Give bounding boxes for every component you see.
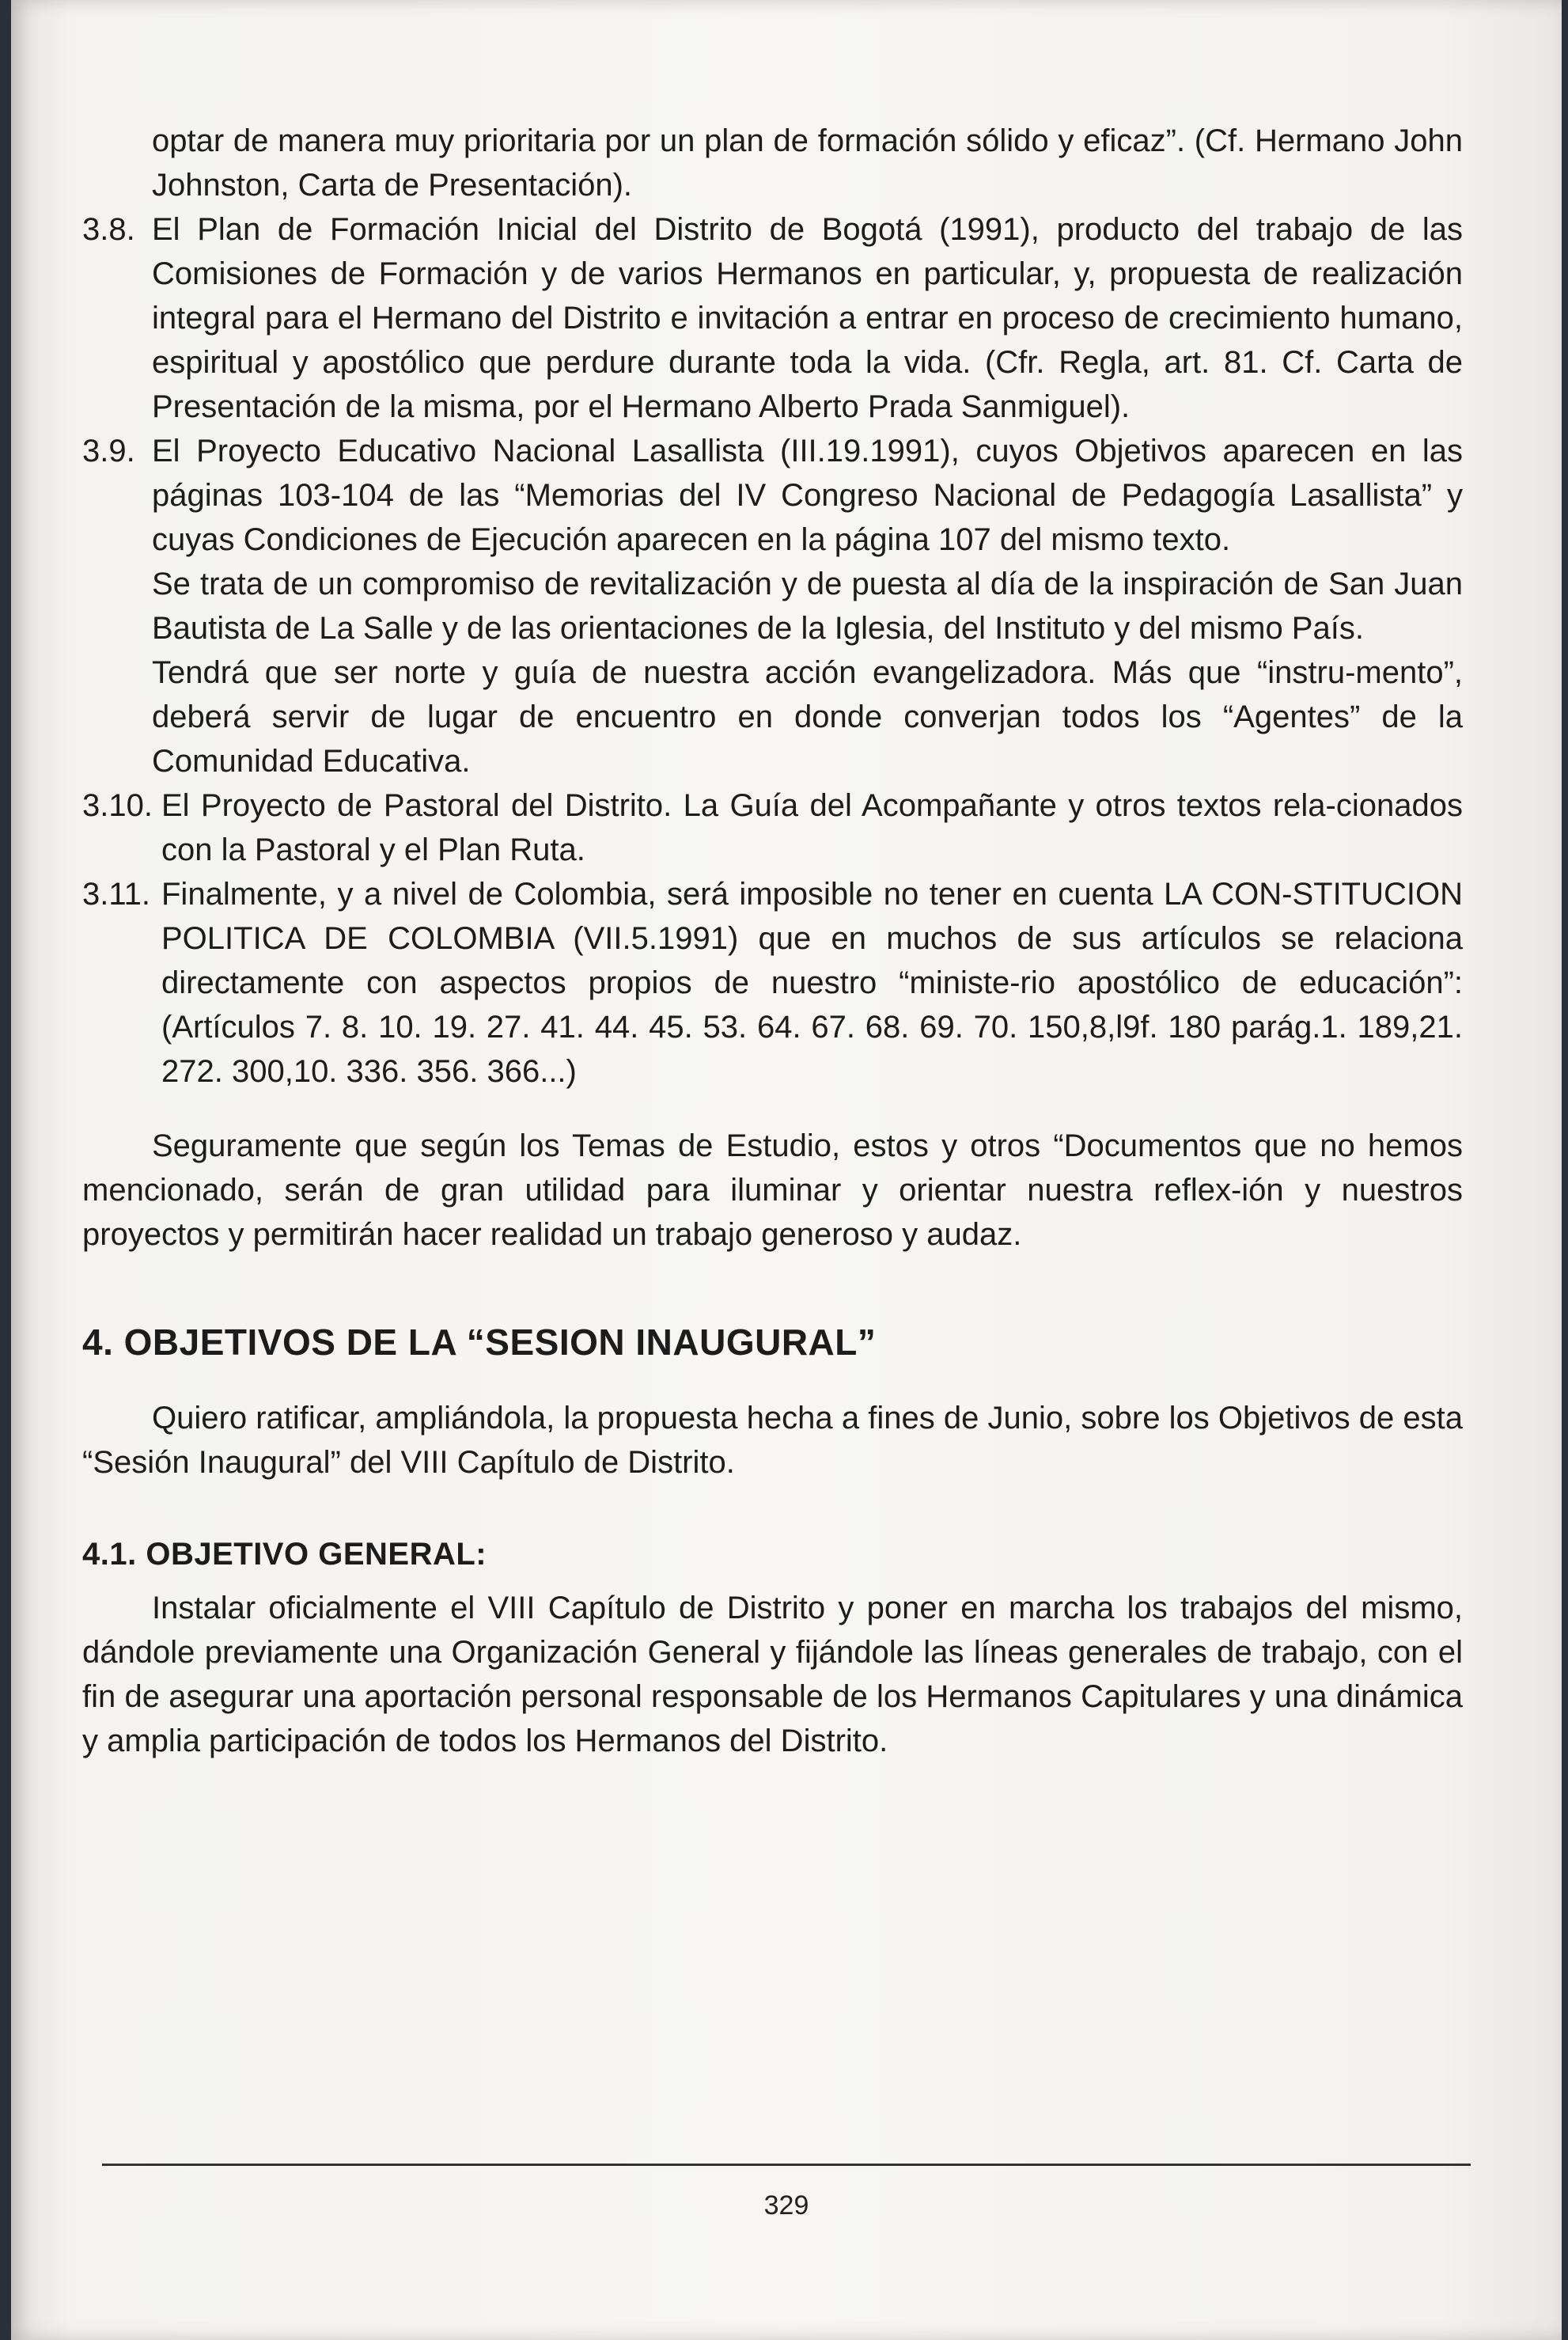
- list-item-3-11: [82, 872, 1463, 1094]
- page-content: [82, 119, 1463, 1763]
- item-3-9-paragraph: Tendrá que ser norte y guía de nuestra acción evangelizadora. Más que “instru-mento”, deberá servir de lugar de encuentro en donde converjan todos los “Agentes” de la Comunidad Educativa.: [152, 655, 1463, 779]
- item-text: El Proyecto Educativo Nacional Lasallista (III.19.1991), cuyos Objetivos aparecen en las páginas 103-104 de las “Memorias del IV Congreso Nacional de Pedagogía Lasallista” y cuyas Condiciones de Ejecución aparecen en la página 107 del mismo texto.: [152, 434, 1463, 557]
- page-number: 329: [763, 2190, 809, 2221]
- footer-rule: [102, 2164, 1471, 2166]
- list-item-3-9: [82, 429, 1463, 562]
- item-text: Finalmente, y a nivel de Colombia, será imposible no tener en cuenta LA CON-STITUCION POLITICA DE COLOMBIA (VII.5.1991) que en muchos de sus artículos se relaciona directamente con aspectos propios de nuestro “ministe-rio apostólico de educación”: (Artículos 7. 8. 10. 19. 27. 41. 44. 45. 53. 64. 67. 68. 69. 70. 150,8,l9f. 180 parág.1. 189,21. 272. 300,10. 336. 356. 366...): [161, 877, 1463, 1089]
- item-number: 3.11.: [82, 877, 150, 912]
- item-number: 3.10.: [82, 788, 153, 823]
- item-number: 3.9.: [82, 434, 135, 468]
- continuation-paragraph: optar de manera muy prioritaria por un plan de formación sólido y eficaz”. (Cf. Hermano John Johnston, Carta de Presentación).: [152, 123, 1463, 203]
- document-page: [11, 0, 1562, 2340]
- objective-paragraph: Instalar oficialmente el VIII Capítulo de Distrito y poner en marcha los trabajos del mismo, dándole previamente una Organización General y fijándole las líneas generales de trabajo, con el fin de asegurar una aportación personal responsable de los Hermanos Capitulares y una dinámica y amplia participación de todos los Hermanos del Distrito.: [82, 1591, 1463, 1758]
- closing-paragraph: Seguramente que según los Temas de Estudio, estos y otros “Documentos que no hemos mencionado, serán de gran utilidad para iluminar y orientar nuestra reflex-ión y nuestros proyectos y permitirán hacer realidad un trabajo generoso y audaz.: [82, 1128, 1463, 1252]
- list-item-3-10: [82, 783, 1463, 872]
- section-heading: 4. OBJETIVOS DE LA “SESION INAUGURAL”: [82, 1322, 877, 1363]
- item-3-9-paragraph: Se trata de un compromiso de revitalización y de puesta al día de la inspiración de San Juan Bautista de La Salle y de las orientaciones de la Iglesia, del Instituto y del mismo País.: [152, 567, 1463, 646]
- item-text: El Proyecto de Pastoral del Distrito. La Guía del Acompañante y otros textos rela-cionados con la Pastoral y el Plan Ruta.: [161, 788, 1463, 867]
- item-text: El Plan de Formación Inicial del Distrito de Bogotá (1991), producto del trabajo de las Comisiones de Formación y de varios Hermanos en particular, y, propuesta de realización integral para el Hermano del Distrito e invitación a entrar en proceso de crecimiento humano, espiritual y apostólico que perdure durante toda la vida. (Cfr. Regla, art. 81. Cf. Carta de Presentación de la misma, por el Hermano Alberto Prada Sanmiguel).: [152, 212, 1463, 424]
- subsection-heading: 4.1. OBJETIVO GENERAL:: [82, 1537, 487, 1572]
- item-number: 3.8.: [82, 212, 135, 247]
- list-item-3-8: [82, 207, 1463, 429]
- section-intro: Quiero ratificar, ampliándola, la propuesta hecha a fines de Junio, sobre los Objetivos de esta “Sesión Inaugural” del VIII Capítulo de Distrito.: [82, 1401, 1463, 1480]
